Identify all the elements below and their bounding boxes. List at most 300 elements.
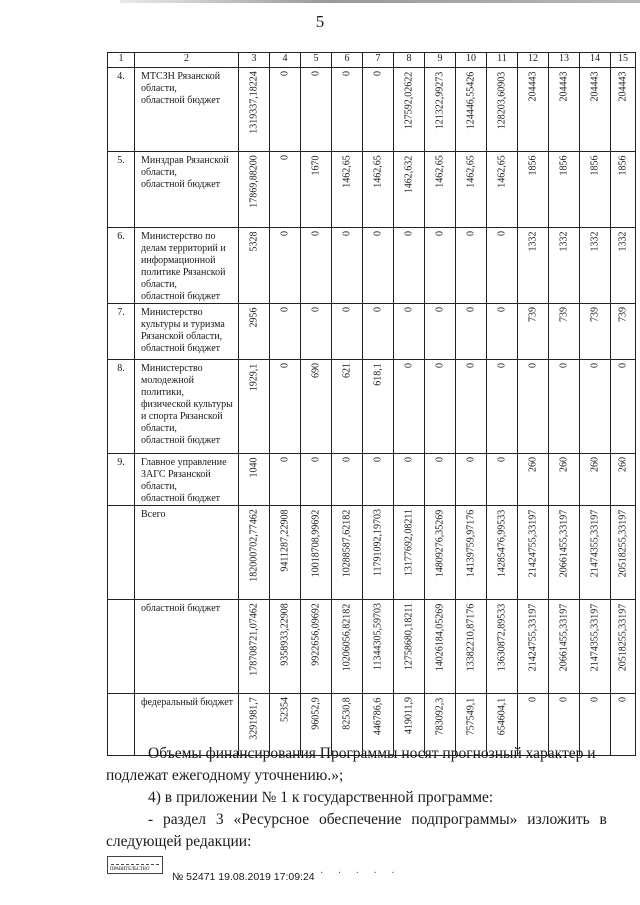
- value-text: 21474355,33197: [589, 509, 601, 577]
- value-cell: [270, 454, 301, 506]
- value-text: 0: [341, 307, 353, 312]
- row-name-line: МТСЗН Рязанской: [141, 71, 221, 82]
- value-text: 0: [279, 231, 291, 236]
- value-cell: [425, 454, 456, 506]
- value-text: 621: [341, 363, 353, 378]
- value-text: 1332: [617, 231, 629, 251]
- value-text: 204443: [527, 71, 539, 101]
- value-cell: [363, 360, 394, 454]
- value-cell: [239, 600, 270, 694]
- value-text: 0: [279, 307, 291, 312]
- row-name-line: областной бюджет: [141, 291, 221, 302]
- value-cell: [239, 304, 270, 360]
- value-cell: [456, 506, 487, 600]
- row-index: 5.: [108, 152, 135, 228]
- header-cell: 8: [394, 53, 425, 68]
- value-text: 1332: [558, 231, 570, 251]
- value-text: 20661455,33197: [558, 603, 570, 671]
- scan-edge: [120, 0, 640, 3]
- row-name-line: области,: [141, 481, 177, 492]
- value-cell: [580, 360, 611, 454]
- value-cell: [487, 360, 518, 454]
- value-cell: [425, 506, 456, 600]
- row-name-line: Министерство: [141, 363, 203, 374]
- value-text: 0: [279, 71, 291, 76]
- value-text: 419011,9: [403, 696, 415, 735]
- row-name: [135, 304, 239, 360]
- value-cell: [301, 454, 332, 506]
- value-text: 0: [372, 231, 384, 236]
- value-text: 739: [558, 307, 570, 322]
- value-cell: [425, 68, 456, 152]
- value-cell: [270, 506, 301, 600]
- value-text: 1929,1: [248, 363, 260, 391]
- stamp-label: ПРАВИТЕЛЬСТВО: [110, 867, 150, 872]
- row-name-line: областной бюджет: [141, 95, 221, 106]
- header-cell: 15: [611, 53, 636, 68]
- row-name: [135, 68, 239, 152]
- value-cell: [456, 68, 487, 152]
- row-name-line: области,: [141, 83, 177, 94]
- value-text: 1462,632: [403, 155, 415, 193]
- value-text: 1462,65: [465, 155, 477, 188]
- scan-noise: · · · · ·: [320, 868, 401, 879]
- value-cell: [270, 228, 301, 304]
- value-cell: [425, 304, 456, 360]
- value-text: 13177692,08211: [403, 508, 415, 577]
- value-text: 10206056,82182: [341, 603, 353, 671]
- value-cell: [332, 68, 363, 152]
- value-text: 0: [496, 457, 508, 462]
- value-cell: [301, 304, 332, 360]
- header-cell: 1: [108, 53, 135, 68]
- row-name-line: области,: [141, 279, 177, 290]
- value-text: 1856: [617, 155, 629, 175]
- paragraph-3: 4) в приложении № 1 к государственной программе:: [148, 789, 494, 806]
- value-text: 0: [341, 71, 353, 76]
- value-text: 3291981,7: [248, 697, 260, 740]
- row-name-line: областной бюджет: [141, 179, 221, 190]
- value-text: 0: [465, 363, 477, 368]
- value-text: 0: [372, 457, 384, 462]
- value-cell: [394, 152, 425, 228]
- value-text: 0: [589, 363, 601, 368]
- value-text: 17869,88200: [248, 155, 260, 208]
- table-row: [108, 360, 636, 454]
- table-row: [108, 68, 636, 152]
- row-name-line: области,: [141, 423, 177, 434]
- value-cell: [580, 152, 611, 228]
- value-cell: [301, 360, 332, 454]
- value-cell: [611, 600, 636, 694]
- value-cell: [239, 360, 270, 454]
- value-text: 1856: [589, 155, 601, 175]
- value-text: 0: [403, 363, 415, 368]
- paragraph-5: следующей редакции:: [106, 833, 252, 850]
- row-name: [135, 600, 239, 694]
- value-text: 260: [527, 457, 539, 472]
- value-cell: [580, 304, 611, 360]
- value-cell: [611, 68, 636, 152]
- value-cell: [394, 454, 425, 506]
- value-cell: [425, 228, 456, 304]
- table-row: [108, 304, 636, 360]
- value-cell: [332, 506, 363, 600]
- value-cell: [487, 152, 518, 228]
- value-text: 0: [341, 231, 353, 236]
- row-name-line: области,: [141, 167, 177, 178]
- row-name: [135, 454, 239, 506]
- value-cell: [332, 454, 363, 506]
- value-text: 1670: [310, 155, 322, 175]
- value-cell: [239, 506, 270, 600]
- value-cell: [239, 228, 270, 304]
- value-text: 13382210,87176: [465, 603, 477, 671]
- value-cell: [363, 228, 394, 304]
- value-text: 0: [527, 363, 539, 368]
- value-text: 0: [403, 231, 415, 236]
- header-cell: 2: [135, 53, 239, 68]
- value-text: 21474355,33197: [589, 603, 601, 671]
- value-cell: [332, 360, 363, 454]
- value-text: 0: [372, 71, 384, 76]
- financing-table: [107, 52, 636, 756]
- value-cell: [518, 152, 549, 228]
- value-text: 0: [403, 457, 415, 462]
- value-cell: [549, 304, 580, 360]
- value-text: 21424755,33197: [527, 603, 539, 671]
- value-cell: [518, 506, 549, 600]
- value-text: 0: [279, 363, 291, 368]
- value-cell: [332, 152, 363, 228]
- value-text: 1462,65: [341, 155, 353, 188]
- value-cell: [487, 228, 518, 304]
- value-cell: [518, 68, 549, 152]
- row-name-line: областной бюджет: [141, 435, 221, 446]
- header-cell: 11: [487, 53, 518, 68]
- row-name-line: федеральный бюджет: [141, 697, 234, 708]
- row-index: 4.: [108, 68, 135, 152]
- value-cell: [301, 228, 332, 304]
- value-cell: [363, 454, 394, 506]
- value-cell: [487, 600, 518, 694]
- value-text: 0: [465, 231, 477, 236]
- value-cell: [611, 360, 636, 454]
- value-text: 182000702,77462: [248, 509, 260, 582]
- value-text: 0: [310, 231, 322, 236]
- row-name: [135, 228, 239, 304]
- value-text: 0: [279, 155, 291, 160]
- row-name-line: и спорта Рязанской: [141, 411, 223, 422]
- value-cell: [301, 600, 332, 694]
- value-text: 0: [527, 697, 539, 702]
- value-text: 0: [558, 363, 570, 368]
- row-name-line: Всего: [141, 509, 166, 520]
- header-cell: 9: [425, 53, 456, 68]
- header-cell: 10: [456, 53, 487, 68]
- value-text: 260: [617, 457, 629, 472]
- value-cell: [611, 694, 636, 756]
- value-cell: [270, 600, 301, 694]
- value-cell: [549, 600, 580, 694]
- row-name-line: областной бюджет: [141, 603, 221, 614]
- value-cell: [611, 152, 636, 228]
- value-text: 20518255,33197: [617, 603, 629, 671]
- value-text: 0: [310, 71, 322, 76]
- value-cell: [611, 228, 636, 304]
- value-text: 128203,60903: [496, 71, 508, 129]
- value-text: 739: [589, 307, 601, 322]
- value-text: 9411287,22908: [279, 508, 291, 572]
- value-text: 11791092,19703: [372, 508, 384, 577]
- value-text: 0: [558, 697, 570, 702]
- row-name-line: Министерство по: [141, 231, 216, 242]
- value-text: 124446,55426: [465, 71, 477, 129]
- value-cell: [239, 152, 270, 228]
- row-name: [135, 506, 239, 600]
- value-cell: [363, 506, 394, 600]
- value-text: 13630872,89533: [496, 603, 508, 671]
- row-index: 8.: [108, 360, 135, 454]
- header-cell: 5: [301, 53, 332, 68]
- value-cell: [456, 454, 487, 506]
- value-text: 11344305,59703: [372, 602, 384, 671]
- value-cell: [580, 228, 611, 304]
- value-text: 0: [310, 307, 322, 312]
- row-name-line: политике Рязанской: [141, 267, 226, 278]
- header-cell: 14: [580, 53, 611, 68]
- value-cell: [518, 360, 549, 454]
- value-cell: [394, 228, 425, 304]
- value-text: 121322,99273: [434, 71, 446, 129]
- value-cell: [549, 454, 580, 506]
- row-name-line: областной бюджет: [141, 343, 221, 354]
- value-cell: [332, 228, 363, 304]
- value-text: 20518255,33197: [617, 509, 629, 577]
- value-text: 783092,3: [434, 697, 446, 735]
- row-name-line: Министерство: [141, 307, 203, 318]
- row-name-line: областной бюджет: [141, 493, 221, 504]
- value-text: 1462,65: [372, 155, 384, 188]
- value-cell: [549, 228, 580, 304]
- value-text: 12758680,18211: [403, 602, 415, 671]
- header-cell: 7: [363, 53, 394, 68]
- value-cell: [239, 68, 270, 152]
- paragraph-1: Объемы финансирования Программы носят прогнозный характер и: [148, 745, 596, 762]
- value-text: 1856: [527, 155, 539, 175]
- value-cell: [363, 600, 394, 694]
- value-text: 82530,8: [341, 697, 353, 730]
- value-text: 204443: [558, 71, 570, 101]
- value-cell: [611, 506, 636, 600]
- value-text: 0: [465, 457, 477, 462]
- value-cell: [518, 454, 549, 506]
- value-text: 0: [310, 457, 322, 462]
- value-text: 654604,1: [496, 697, 508, 735]
- value-text: 0: [617, 697, 629, 702]
- value-text: 9922656,09692: [310, 603, 322, 666]
- row-name-line: Рязанской области,: [141, 331, 223, 342]
- value-text: 0: [496, 307, 508, 312]
- registration-stamp: [107, 856, 163, 874]
- value-text: 10288587,62182: [341, 509, 353, 577]
- table-row: [108, 506, 636, 600]
- value-cell: [270, 360, 301, 454]
- value-text: 2956: [248, 307, 260, 327]
- row-name-line: Минздрав Рязанской: [141, 155, 229, 166]
- row-name-line: физической культуры: [141, 399, 233, 410]
- header-cell: 3: [239, 53, 270, 68]
- value-cell: [611, 304, 636, 360]
- row-name: [135, 360, 239, 454]
- value-cell: [363, 152, 394, 228]
- value-text: 1332: [527, 231, 539, 251]
- value-cell: [301, 152, 332, 228]
- value-cell: [301, 506, 332, 600]
- value-cell: [487, 506, 518, 600]
- value-text: 9358933,22908: [279, 603, 291, 666]
- value-text: 0: [403, 307, 415, 312]
- value-text: 739: [617, 307, 629, 322]
- value-text: 1319337,18224: [248, 71, 260, 134]
- registration-footer: № 52471 19.08.2019 17:09:24: [172, 871, 315, 883]
- value-cell: [394, 304, 425, 360]
- row-name: [135, 152, 239, 228]
- value-cell: [394, 506, 425, 600]
- value-cell: [549, 506, 580, 600]
- value-text: 0: [434, 457, 446, 462]
- value-text: 0: [279, 457, 291, 462]
- header-cell: 4: [270, 53, 301, 68]
- row-index: 9.: [108, 454, 135, 506]
- value-text: 14139759,97176: [465, 509, 477, 577]
- value-text: 0: [589, 697, 601, 702]
- value-text: 0: [434, 363, 446, 368]
- value-cell: [270, 304, 301, 360]
- value-cell: [239, 454, 270, 506]
- value-text: 1462,65: [434, 155, 446, 188]
- row-index: [108, 506, 135, 600]
- value-text: 10018708,99692: [310, 509, 322, 577]
- value-cell: [580, 454, 611, 506]
- header-cell: 13: [549, 53, 580, 68]
- value-text: 1462,65: [496, 155, 508, 188]
- value-cell: [425, 152, 456, 228]
- value-cell: [394, 68, 425, 152]
- value-text: 0: [496, 363, 508, 368]
- value-text: 21424755,33197: [527, 509, 539, 577]
- value-text: 127592,02622: [403, 71, 415, 129]
- paragraph-2: подлежат ежегодному уточнению.»;: [106, 767, 344, 784]
- value-cell: [518, 600, 549, 694]
- row-index: 6.: [108, 228, 135, 304]
- value-text: 739: [527, 307, 539, 322]
- value-cell: [332, 600, 363, 694]
- page-number: 5: [315, 12, 325, 31]
- header-cell: 12: [518, 53, 549, 68]
- row-name-line: ЗАГС Рязанской: [141, 469, 211, 480]
- value-text: 1856: [558, 155, 570, 175]
- paragraph-4: - раздел 3 «Ресурсное обеспечение подпрограммы» изложить в: [148, 811, 607, 828]
- value-cell: [518, 228, 549, 304]
- value-cell: [363, 304, 394, 360]
- value-cell: [487, 454, 518, 506]
- value-text: 1040: [248, 457, 260, 477]
- value-cell: [518, 304, 549, 360]
- value-cell: [270, 68, 301, 152]
- value-cell: [332, 304, 363, 360]
- row-name-line: культуры и туризма: [141, 319, 225, 330]
- value-cell: [487, 68, 518, 152]
- value-text: 618,1: [372, 363, 384, 386]
- value-text: 204443: [589, 71, 601, 101]
- value-text: 0: [496, 231, 508, 236]
- value-cell: [549, 68, 580, 152]
- value-text: 446786,6: [372, 697, 384, 735]
- value-text: 0: [372, 307, 384, 312]
- value-cell: [549, 360, 580, 454]
- value-text: 0: [434, 307, 446, 312]
- value-cell: [301, 68, 332, 152]
- value-text: 0: [341, 457, 353, 462]
- value-text: 757549,1: [465, 697, 477, 735]
- row-name-line: Главное управление: [141, 457, 227, 468]
- table-row: [108, 454, 636, 506]
- value-cell: [456, 152, 487, 228]
- value-text: 5328: [248, 231, 260, 251]
- value-cell: [611, 454, 636, 506]
- value-cell: [580, 68, 611, 152]
- value-text: 260: [589, 457, 601, 472]
- table-row: [108, 152, 636, 228]
- value-text: 0: [617, 363, 629, 368]
- value-text: 20661455,33197: [558, 509, 570, 577]
- value-text: 178708721,07462: [248, 603, 260, 676]
- value-cell: [456, 600, 487, 694]
- value-cell: [549, 152, 580, 228]
- value-text: 96052,9: [310, 697, 322, 730]
- value-cell: [394, 600, 425, 694]
- row-name-line: молодежной: [141, 375, 195, 386]
- value-cell: [580, 506, 611, 600]
- value-text: 52354: [279, 697, 291, 722]
- row-index: [108, 600, 135, 694]
- row-name-line: информационной: [141, 255, 216, 266]
- value-text: 204443: [617, 71, 629, 101]
- value-cell: [456, 360, 487, 454]
- value-cell: [425, 600, 456, 694]
- value-cell: [456, 228, 487, 304]
- value-cell: [363, 68, 394, 152]
- value-text: 14809276,35269: [434, 509, 446, 577]
- table-row: [108, 228, 636, 304]
- value-cell: [270, 152, 301, 228]
- header-cell: 6: [332, 53, 363, 68]
- row-name-line: политики,: [141, 387, 184, 398]
- value-cell: [456, 304, 487, 360]
- value-text: 14026184,05269: [434, 603, 446, 671]
- value-text: 0: [465, 307, 477, 312]
- table-row: [108, 600, 636, 694]
- value-cell: [425, 360, 456, 454]
- value-text: 260: [558, 457, 570, 472]
- value-cell: [487, 304, 518, 360]
- value-cell: [394, 360, 425, 454]
- value-text: 1332: [589, 231, 601, 251]
- row-index: 7.: [108, 304, 135, 360]
- row-name-line: делам территорий и: [141, 243, 226, 254]
- value-text: 0: [434, 231, 446, 236]
